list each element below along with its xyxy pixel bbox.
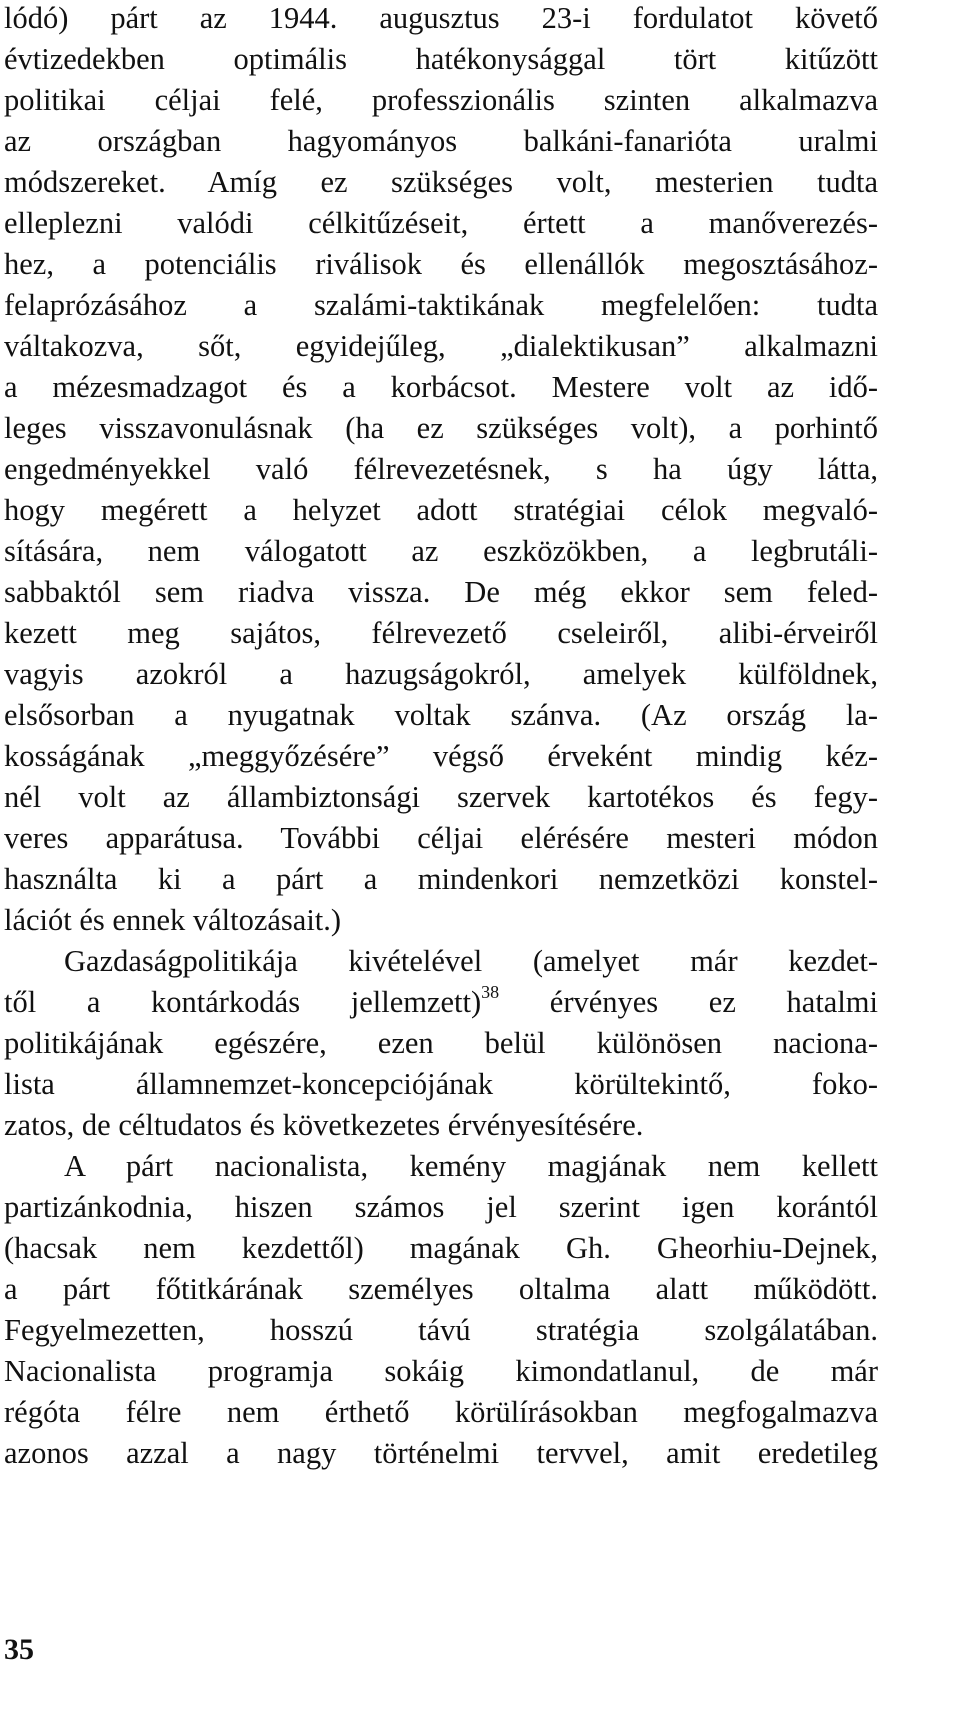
text-line: nél volt az állambiztonsági szervek kartotékos és fegy- <box>4 780 878 814</box>
text-line: politikai céljai felé, professzionális szinten alkalmazva <box>4 83 878 117</box>
text-line: évtizedekben optimális hatékonysággal tört kitűzött <box>4 42 878 76</box>
text-line: módszereket. Amíg ez szükséges volt, mesterien tudta <box>4 165 878 199</box>
text-line: hogy megérett a helyzet adott stratégiai célok megvaló- <box>4 493 878 527</box>
text-line: leges visszavonulásnak (ha ez szükséges volt), a porhintő <box>4 411 878 445</box>
text-line: engedményekkel való félrevezetésnek, s ha úgy látta, <box>4 452 878 486</box>
text-line: az országban hagyományos balkáni-fanarióta uralmi <box>4 124 878 158</box>
text-line: zatos, de céltudatos és következetes érvényesítésére. <box>4 1108 644 1142</box>
text-line: A párt nacionalista, kemény magjának nem kellett <box>64 1149 878 1183</box>
text-fragment: től a kontárkodás jellemzett) <box>4 985 482 1019</box>
text-line: régóta félre nem érthető körülírásokban megfogalmazva <box>4 1395 878 1429</box>
text-line: politikájának egészére, ezen belül különösen naciona- <box>4 1026 878 1060</box>
footnote-reference[interactable]: 38 <box>481 982 500 1002</box>
text-line: sabbaktól sem riadva vissza. De még ekkor sem feled- <box>4 575 878 609</box>
text-line: veres apparátusa. További céljai elérésére mesteri módon <box>4 821 878 855</box>
text-line: felaprózásához a szalámi-taktikának megfelelően: tudta <box>4 288 878 322</box>
text-line: hez, a potenciális riválisok és ellenállók megosztásához- <box>4 247 878 281</box>
text-line: azonos azzal a nagy történelmi tervvel, amit eredetileg <box>4 1436 878 1470</box>
text-line: sítására, nem válogatott az eszközökben, a legbrutáli- <box>4 534 878 568</box>
text-line: lációt és ennek változásait.) <box>4 903 342 937</box>
text-line: lódó) párt az 1944. augusztus 23-i fordulatot követő <box>4 1 878 35</box>
text-line: kosságának „meggyőzésére” végső érveként mindig kéz- <box>4 739 878 773</box>
text-line: használta ki a párt a mindenkori nemzetközi konstel- <box>4 862 878 896</box>
text-line: lista államnemzet-koncepciójának körültekintő, foko- <box>4 1067 878 1101</box>
text-line: vagyis azokról a hazugságokról, amelyek külföldnek, <box>4 657 878 691</box>
text-line: partizánkodnia, hiszen számos jel szerint igen korántól <box>4 1190 878 1224</box>
text-line: a mézesmadzagot és a korbácsot. Mestere volt az idő- <box>4 370 878 404</box>
text-line: elleplezni valódi célkitűzéseit, értett a manőverezés- <box>4 206 878 240</box>
text-line: (hacsak nem kezdettől) magának Gh. Gheorhiu-Dejnek, <box>4 1231 878 1265</box>
text-line: a párt főtitkárának személyes oltalma alatt működött. <box>4 1272 878 1306</box>
text-line: váltakozva, sőt, egyidejűleg, „dialektikusan” alkalmazni <box>4 329 878 363</box>
text-line: Nacionalista programja sokáig kimondatlanul, de már <box>4 1354 878 1388</box>
text-line: Gazdaságpolitikája kivételével (amelyet már kezdet- <box>64 944 878 978</box>
text-line: kezett meg sajátos, félrevezető cseleiről, alibi-érveiről <box>4 616 878 650</box>
text-line-with-footnote <box>4 982 878 1022</box>
page-number: 35 <box>4 1633 34 1666</box>
text-line: elsősorban a nyugatnak voltak szánva. (Az ország la- <box>4 698 878 732</box>
text-line: Fegyelmezetten, hosszú távú stratégia szolgálatában. <box>4 1313 878 1347</box>
text-fragment: érvényes ez hatalmi <box>499 985 878 1019</box>
